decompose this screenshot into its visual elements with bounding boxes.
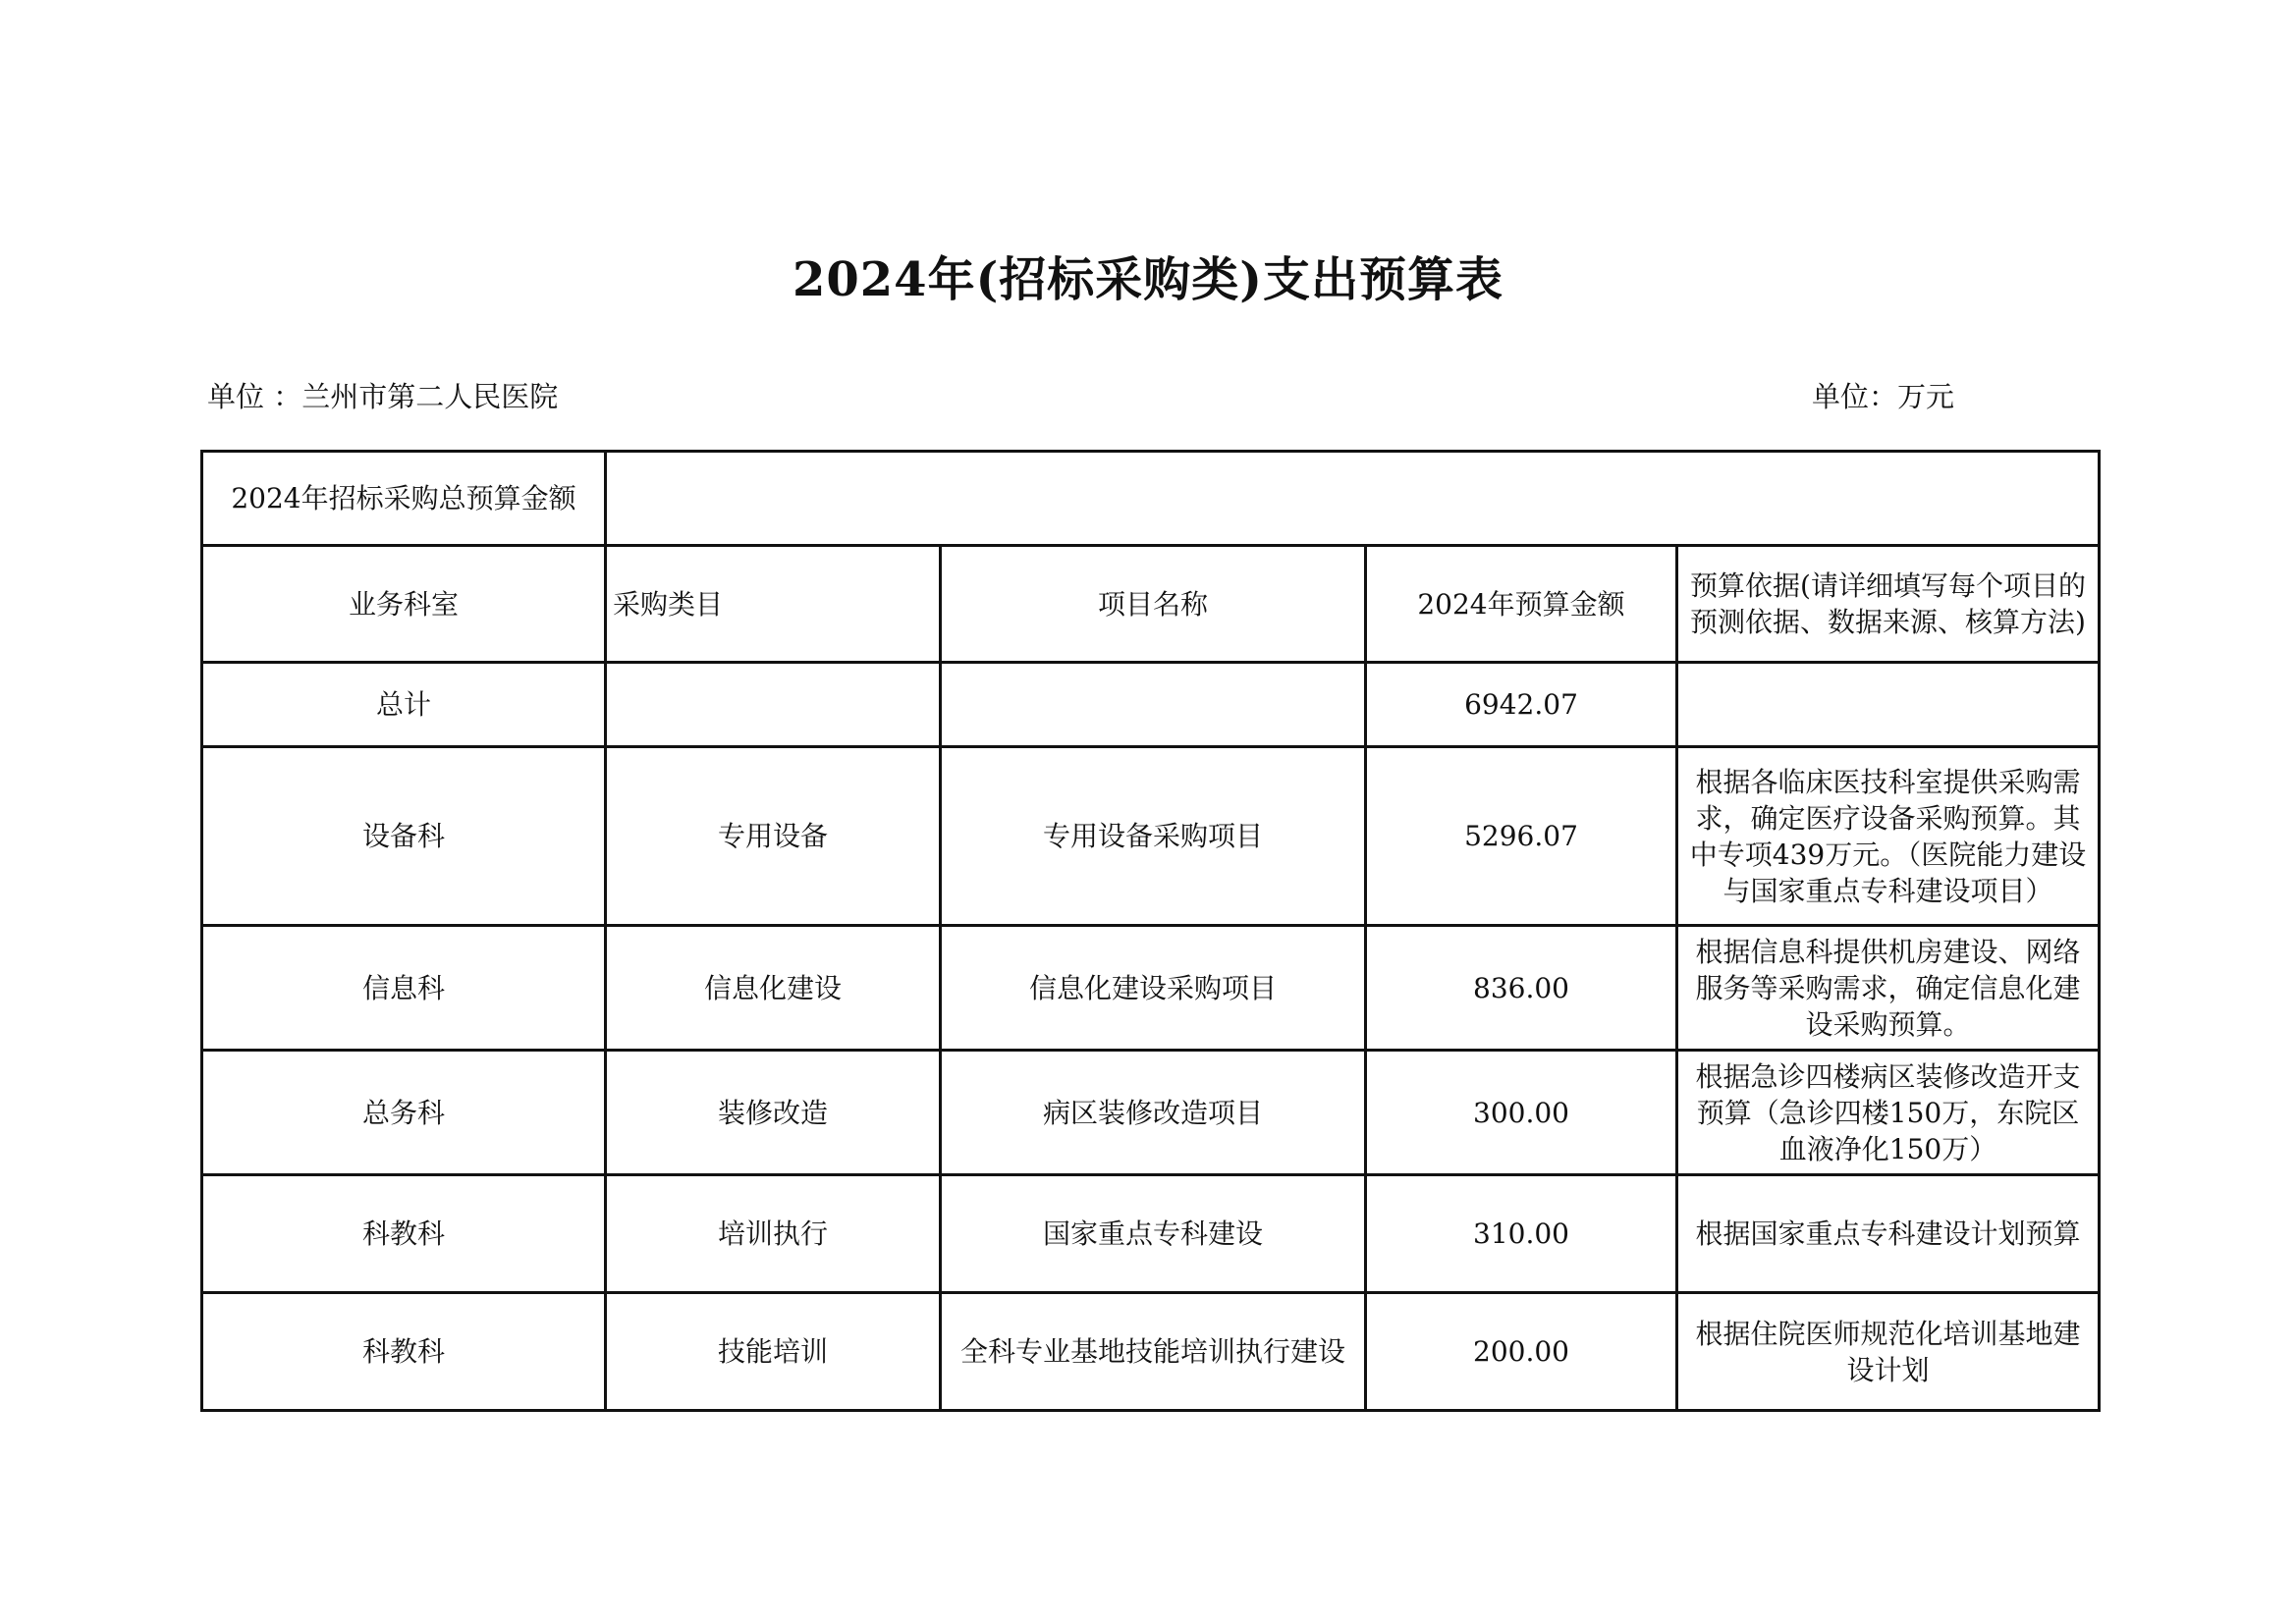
- header-amount: 2024年预算金额: [1366, 546, 1677, 663]
- row-department: 科教科: [202, 1293, 606, 1411]
- row-category: 装修改造: [606, 1051, 941, 1175]
- row-amount: 5296.07: [1366, 747, 1677, 926]
- header-department: 业务科室: [202, 546, 606, 663]
- row-project: 信息化建设采购项目: [941, 926, 1366, 1051]
- table-row: [202, 1175, 2100, 1293]
- header-project: 项目名称: [941, 546, 1366, 663]
- row-department: 设备科: [202, 747, 606, 926]
- row-amount: 200.00: [1366, 1293, 1677, 1411]
- row-basis: 根据住院医师规范化培训基地建设计划: [1677, 1293, 2100, 1411]
- row-category: 培训执行: [606, 1175, 941, 1293]
- unit-organization: 单位 ：兰州市第二人民医院: [207, 380, 559, 413]
- total-basis: [1677, 663, 2100, 747]
- table-row: [202, 926, 2100, 1051]
- row-department: 总务科: [202, 1051, 606, 1175]
- row-category: 信息化建设: [606, 926, 941, 1051]
- table-row: [202, 1293, 2100, 1411]
- row-project: 全科专业基地技能培训执行建设: [941, 1293, 1366, 1411]
- row-amount: 836.00: [1366, 926, 1677, 1051]
- row-basis: 根据各临床医技科室提供采购需求，确定医疗设备采购预算。其中专项439万元。（医院能力建设与国家重点专科建设项目）: [1677, 747, 2100, 926]
- row-basis: 根据国家重点专科建设计划预算: [1677, 1175, 2100, 1293]
- total-category: [606, 663, 941, 747]
- row-category: 技能培训: [606, 1293, 941, 1411]
- row-department: 信息科: [202, 926, 606, 1051]
- budget-table: [200, 450, 2101, 1412]
- row-basis: 根据信息科提供机房建设、网络服务等采购需求，确定信息化建设采购预算。: [1677, 926, 2100, 1051]
- header-basis: 预算依据(请详细填写每个项目的预测依据、数据来源、核算方法): [1677, 546, 2100, 663]
- row-amount: 310.00: [1366, 1175, 1677, 1293]
- total-budget-label: 2024年招标采购总预算金额: [202, 452, 606, 546]
- table-row: [202, 747, 2100, 926]
- row-basis: 根据急诊四楼病区装修改造开支预算（急诊四楼150万，东院区血液净化150万）: [1677, 1051, 2100, 1175]
- total-row: [202, 663, 2100, 747]
- total-budget-value: [606, 452, 2100, 546]
- row-amount: 300.00: [1366, 1051, 1677, 1175]
- row-project: 专用设备采购项目: [941, 747, 1366, 926]
- row-department: 科教科: [202, 1175, 606, 1293]
- unit-currency: 单位：万元: [1812, 380, 1955, 413]
- total-budget-row: [202, 452, 2100, 546]
- table-row: [202, 1051, 2100, 1175]
- header-category: 采购类目: [606, 546, 941, 663]
- total-department: 总计: [202, 663, 606, 747]
- page-title: 2024年(招标采购类)支出预算表: [792, 252, 1504, 307]
- total-amount: 6942.07: [1366, 663, 1677, 747]
- row-project: 病区装修改造项目: [941, 1051, 1366, 1175]
- row-project: 国家重点专科建设: [941, 1175, 1366, 1293]
- header-row: [202, 546, 2100, 663]
- row-category: 专用设备: [606, 747, 941, 926]
- total-project: [941, 663, 1366, 747]
